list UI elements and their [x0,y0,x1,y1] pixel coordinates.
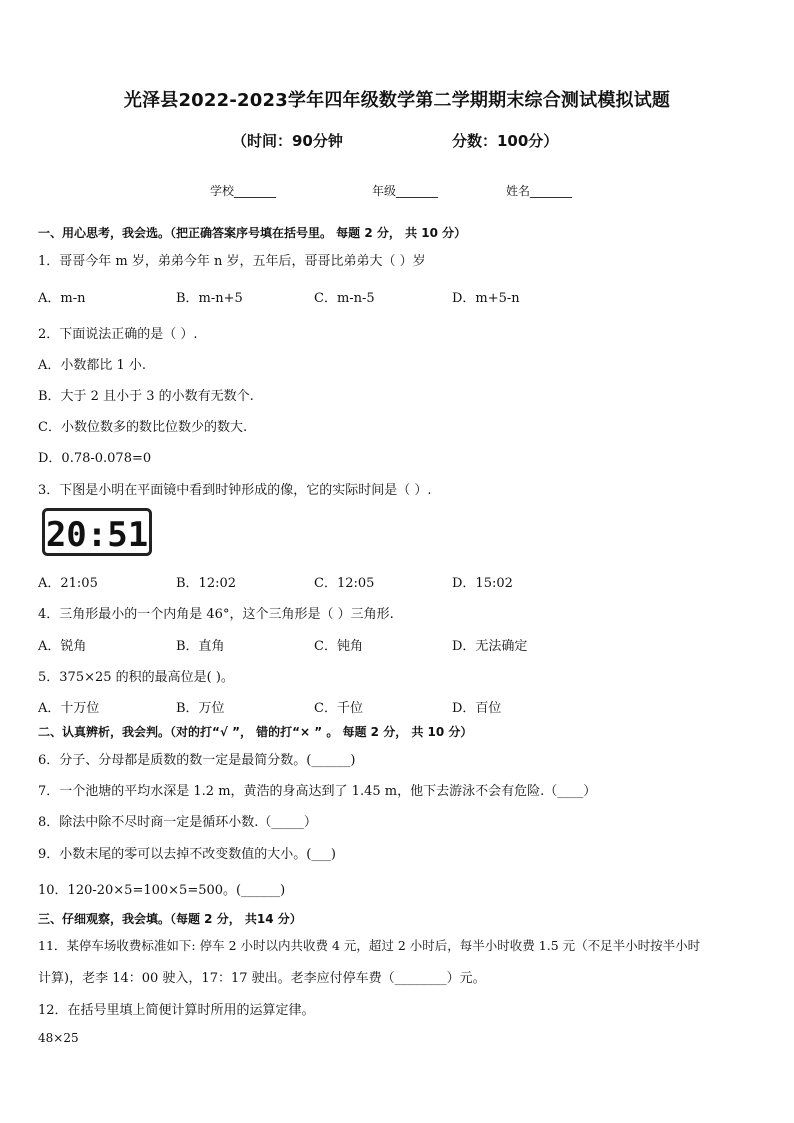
q2-option-a: A．小数都比 1 小. [38,358,147,373]
q1-option-b: B．m-n+5 [176,291,243,306]
q5-option-b: B．万位 [176,701,225,716]
question-5: 5．375×25 的积的最高位是( )。 [38,670,234,685]
exam-title: 光泽县2022-2023学年四年级数学第二学期期末综合测试模拟试题 [123,90,671,111]
digital-clock-image [42,508,152,556]
q1-option-d: D．m+5-n [452,291,520,306]
q3-option-a: A．21:05 [38,576,98,591]
question-11-line-1: 11．某停车场收费标准如下: 停车 2 小时以内共收费 4 元，超过 2 小时后，每半小时收费 1.5 元（不足半小时按半小时 [38,938,701,953]
q1-option-a: A．m-n [38,291,86,306]
question-12: 12．在括号里填上简便计算时所用的运算定律。 [38,1003,315,1018]
question-4: 4．三角形最小的一个内角是 46°，这个三角形是（ ）三角形. [38,607,394,622]
question-3: 3．下图是小明在平面镜中看到时钟形成的像，它的实际时间是（ ）. [38,483,432,498]
question-11-line-2: 计算)，老李 14：00 驶入，17：17 驶出。老李应付停车费（________）元。 [38,971,486,986]
name-field: 姓名_______ [506,184,573,198]
question-9: 9．小数末尾的零可以去掉不改变数值的大小。(___) [38,847,336,862]
section-3-heading: 三、仔细观察，我会填。（每题 2 分， 共14 分） [38,912,302,926]
section-2-heading: 二、认真辨析，我会判。（对的打“√ ”， 错的打“× ” 。 每题 2 分， 共 10 分） [38,725,473,739]
q2-option-c: C．小数位数多的数比位数少的数大. [38,420,248,435]
question-7: 7．一个池塘的平均水深是 1.2 m，黄浩的身高达到了 1.45 m，他下去游泳不会有危险.（____） [38,784,597,799]
q4-option-d: D．无法确定 [452,639,528,654]
exam-score: 分数：100分） [452,132,559,150]
q5-option-a: A．十万位 [38,701,100,716]
school-field: 学校_______ [210,184,277,198]
q3-option-c: C．12:05 [314,576,375,591]
q2-option-b: B．大于 2 且小于 3 的小数有无数个. [38,389,254,404]
question-10: 10．120-20×5=100×5=500。(______) [38,883,286,898]
q5-option-d: D．百位 [452,701,502,716]
exam-time: （时间：90分钟 [232,132,343,150]
question-8: 8．除法中除不尽时商一定是循环小数.（_____） [38,815,317,830]
q2-option-d: D．0.78-0.078=0 [38,451,152,466]
q12-expression: 48×25 [38,1031,79,1045]
clock-digits: 20:51 [45,515,149,555]
q5-option-c: C．千位 [314,701,363,716]
question-2: 2．下面说法正确的是（ ）. [38,327,198,342]
q4-option-c: C．钝角 [314,639,363,654]
section-1-heading: 一、用心思考，我会选。（把正确答案序号填在括号里。 每题 2 分， 共 10 分） [38,226,467,240]
q1-option-c: C．m-n-5 [314,291,375,306]
q4-option-a: A．锐角 [38,639,87,654]
question-6: 6．分子、分母都是质数的数一定是最简分数。(______) [38,753,356,768]
q3-option-b: B．12:02 [176,576,237,591]
q3-option-d: D．15:02 [452,576,513,591]
q4-option-b: B．直角 [176,639,225,654]
grade-field: 年级_______ [372,184,439,198]
question-1: 1．哥哥今年 m 岁，弟弟今年 n 岁，五年后，哥哥比弟弟大（ ）岁 [38,254,426,269]
